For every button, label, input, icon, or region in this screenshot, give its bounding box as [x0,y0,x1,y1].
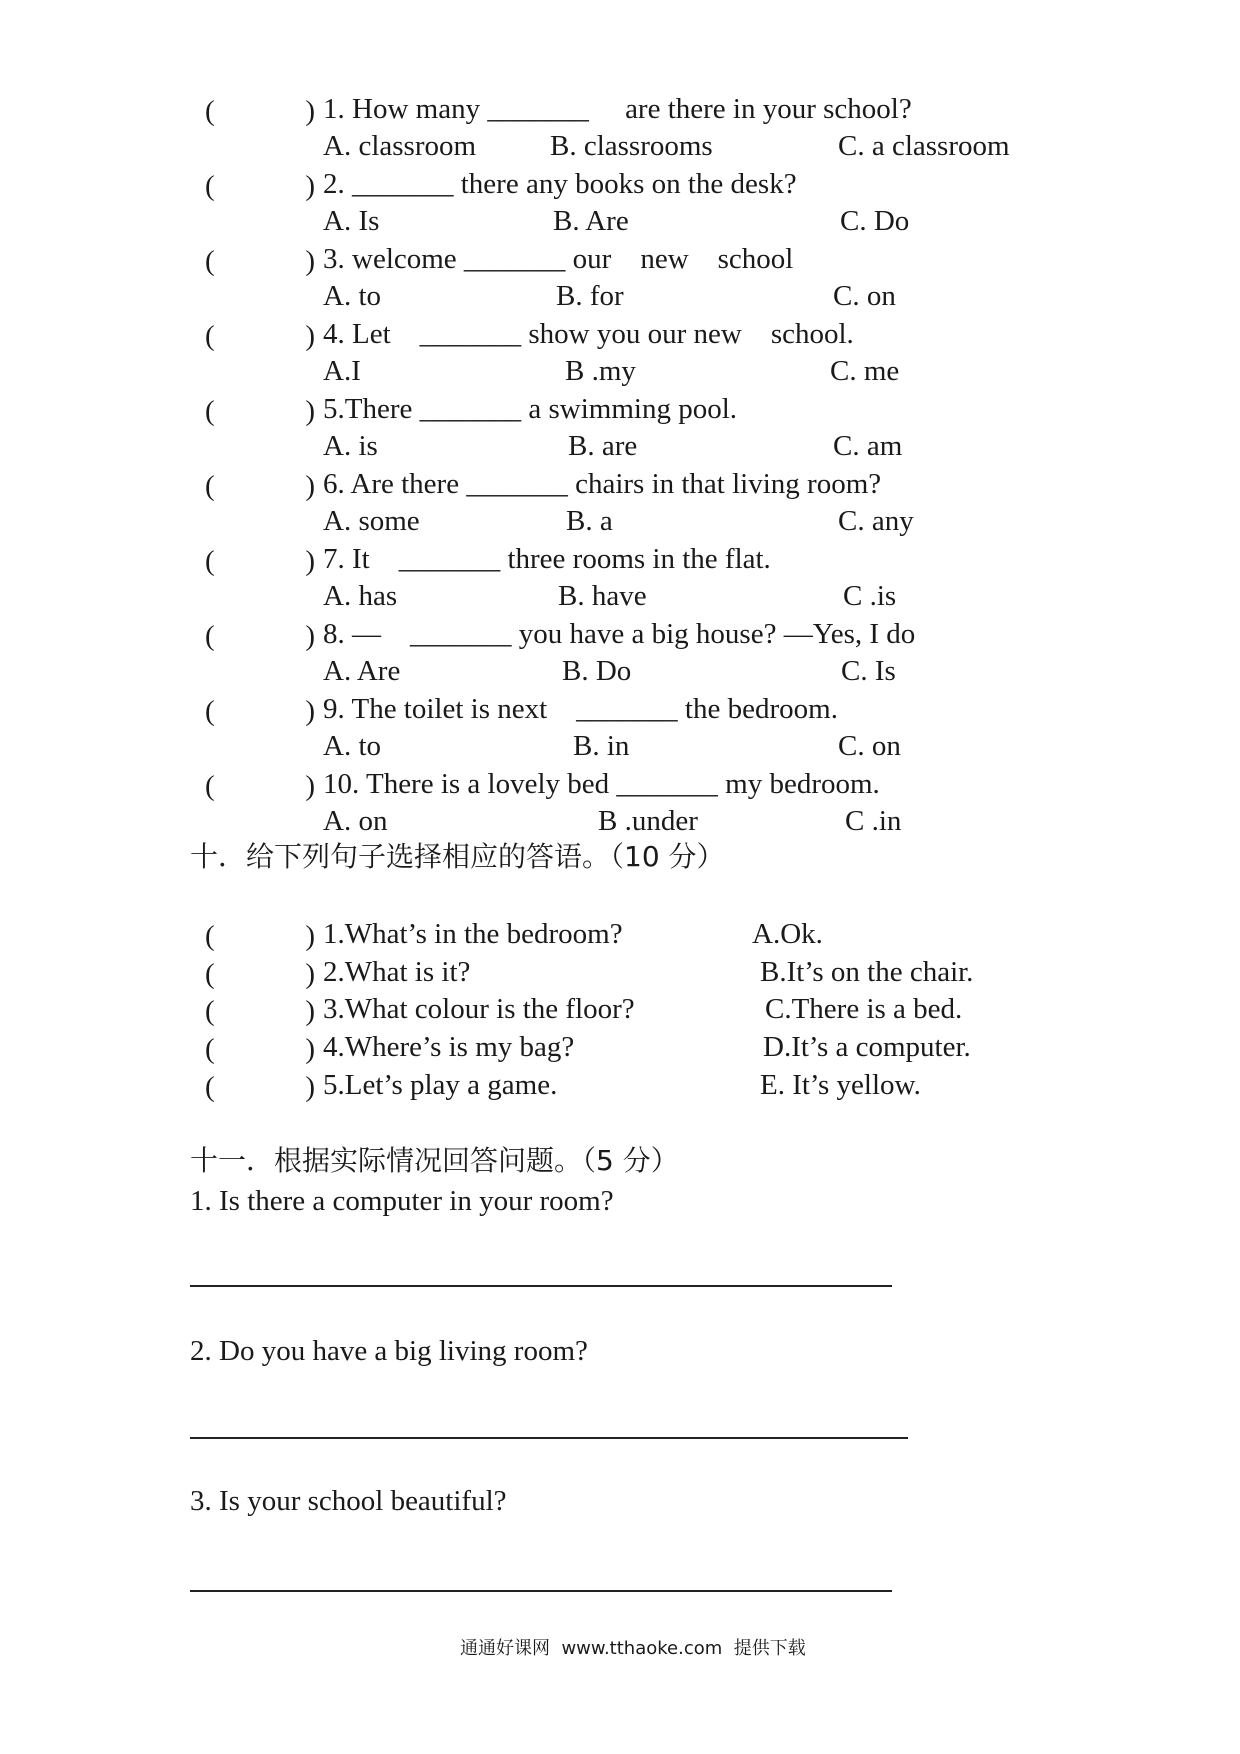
mcq-option-b: B .under [598,805,698,837]
mcq-option-a: A. has [323,580,398,612]
mcq-option-b: B .my [565,355,636,387]
matching-answer: B.It’s on the chair. [760,956,974,988]
matching-question: 3.What colour is the floor? [323,993,635,1025]
matching-question: 2.What is it? [323,956,471,988]
answer-bracket[interactable]: ( ) [205,545,315,577]
mcq-option-a: A. is [323,430,378,462]
answer-bracket[interactable]: ( ) [205,470,315,502]
mcq-option-b: B. Are [553,205,629,237]
section-11-title: 十一．根据实际情况回答问题。（5 分） [190,1144,679,1177]
matching-answer: E. It’s yellow. [760,1069,921,1101]
answer-bracket[interactable]: ( ) [205,695,315,727]
answer-bracket[interactable]: ( ) [205,245,315,277]
mcq-option-b: B. a [566,505,613,537]
matching-answer: D.It’s a computer. [763,1031,971,1063]
mcq-option-c: C .is [843,580,897,612]
mcq-option-c: C. any [838,505,914,537]
answer-bracket[interactable]: ( ) [205,620,315,652]
matching-answer: A.Ok. [752,918,823,950]
answer-bracket[interactable]: ( ) [205,958,315,990]
mcq-option-c: C. Do [840,205,910,237]
matching-question: 4.Where’s is my bag? [323,1031,575,1063]
mcq-option-a: A. to [323,280,381,312]
mcq-option-c: C. Is [841,655,896,687]
answer-bracket[interactable]: ( ) [205,770,315,802]
mcq-question-3: 3. welcome _______ our new school [323,243,794,275]
mcq-option-a: A. Are [323,655,401,687]
mcq-option-b: B. for [556,280,624,312]
mcq-option-b: B. classrooms [550,130,713,162]
answer-bracket[interactable]: ( ) [205,920,315,952]
mcq-option-a: A. classroom [323,130,477,162]
open-question-2: 2. Do you have a big living room? [190,1335,588,1367]
mcq-question-7: 7. It _______ three rooms in the flat. [323,543,771,575]
answer-bracket[interactable]: ( ) [205,995,315,1027]
page-footer: 通通好课网 www.tthaoke.com 提供下载 [460,1638,806,1659]
mcq-question-4: 4. Let _______ show you our new school. [323,318,854,350]
open-question-1: 1. Is there a computer in your room? [190,1185,614,1217]
matching-question: 1.What’s in the bedroom? [323,918,623,950]
mcq-option-c: C .in [845,805,902,837]
mcq-option-a: A. some [323,505,420,537]
answer-bracket[interactable]: ( ) [205,395,315,427]
matching-question: 5.Let’s play a game. [323,1069,558,1101]
answer-bracket[interactable]: ( ) [205,1033,315,1065]
mcq-question-2: 2. _______ there any books on the desk? [323,168,797,200]
mcq-option-a: A. Is [323,205,380,237]
mcq-option-a: A.I [323,355,361,387]
mcq-option-c: C. me [830,355,900,387]
open-question-3: 3. Is your school beautiful? [190,1485,507,1517]
mcq-option-c: C. on [838,730,901,762]
mcq-question-8: 8. — _______ you have a big house? —Yes, I do [323,618,916,650]
mcq-option-c: C. a classroom [838,130,1010,162]
answer-bracket[interactable]: ( ) [205,1071,315,1103]
answer-bracket[interactable]: ( ) [205,320,315,352]
mcq-option-a: A. on [323,805,388,837]
matching-answer: C.There is a bed. [765,993,963,1025]
mcq-question-1: 1. How many _______ are there in your school? [323,93,912,125]
mcq-option-b: B. have [558,580,647,612]
mcq-question-9: 9. The toilet is next _______ the bedroom. [323,693,838,725]
mcq-option-a: A. to [323,730,381,762]
mcq-option-c: C. on [833,280,896,312]
section-10-title: 十．给下列句子选择相应的答语。（10 分） [190,840,725,873]
answer-line[interactable] [190,1437,908,1439]
mcq-option-b: B. are [568,430,638,462]
mcq-option-c: C. am [833,430,903,462]
answer-bracket[interactable]: ( ) [205,95,315,127]
mcq-option-b: B. Do [562,655,632,687]
mcq-question-6: 6. Are there _______ chairs in that living room? [323,468,882,500]
answer-line[interactable] [190,1285,892,1287]
mcq-question-10: 10. There is a lovely bed _______ my bedroom. [323,768,880,800]
mcq-option-b: B. in [573,730,630,762]
answer-bracket[interactable]: ( ) [205,170,315,202]
mcq-question-5: 5.There _______ a swimming pool. [323,393,738,425]
answer-line[interactable] [190,1590,892,1592]
